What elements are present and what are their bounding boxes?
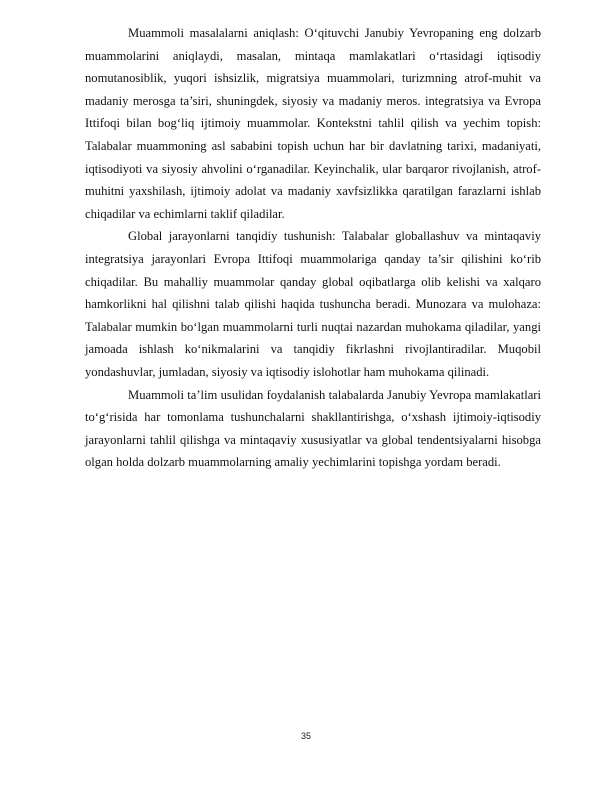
paragraph-conclusion: Muammoli ta’lim usulidan foydalanish talabalarda Janubiy Yevropa mamlakatlari to‘g‘risida har tomonlama tushunchalarni shakllantirishga, o‘xshash ijtimoiy-iqtisodiy jarayonlarni tahlil qilishga va mintaqaviy xususiyatlar va global tendentsiyalarni hisobga olgan holda dolzarb muammolarning amaliy yechimlarini topishga yordam beradi. [85, 387, 541, 470]
body-text [85, 22, 541, 474]
paragraph-global-processes: Global jarayonlarni tanqidiy tushunish: Talabalar globallashuv va mintaqaviy integratsiya jarayonlari Evropa Ittifoqi muammolariga qanday ta’sir qilishini ko‘rib chiqadilar. Bu mahalliy muammolar qanday global oqibatlarga olib kelishi va xalqaro hamkorlikni hal qilishni talab qilishi haqida tushuncha beradi. Munozara va mulohaza: Talabalar mumkin bo‘lgan muammolarni turli nuqtai nazardan muhokama qiladilar, yangi jamoada ishlash ko‘nikmalarini va tanqidiy fikrlashni rivojlantiradilar. Muqobil yondashuvlar, jumladan, siyosiy va iqtisodiy islohotlar ham muhokama qilinadi. [85, 229, 541, 379]
page-number: 35 [300, 731, 311, 741]
paragraph-problem-identification: Muammoli masalalarni aniqlash: O‘qituvchi Janubiy Yevropaning eng dolzarb muammolarini aniqlaydi, masalan, mintaqa mamlakatlari o‘rtasidagi iqtisodiy nomutanosiblik, yuqori ishsizlik, migratsiya muammolari, turizmning atrof-muhit va madaniy merosga ta’siri, shuningdek, siyosiy va madaniy meros. integratsiya va Evropa Ittifoqi bilan bog‘liq ijtimoiy muammolar. Kontekstni tahlil qilish va yechim topish: Talabalar muammoning asl sababini topish uchun har bir davlatning tarixi, madaniyati, iqtisodiyoti va siyosiy ahvolini o‘rganadilar. Keyinchalik, ular barqaror rivojlanish, atrof-muhitni yaxshilash, ijtimoiy adolat va madaniy xavfsizlikka qaratilgan farazlarni ishlab chiqadilar va echimlarni taklif qiladilar. [85, 26, 541, 221]
